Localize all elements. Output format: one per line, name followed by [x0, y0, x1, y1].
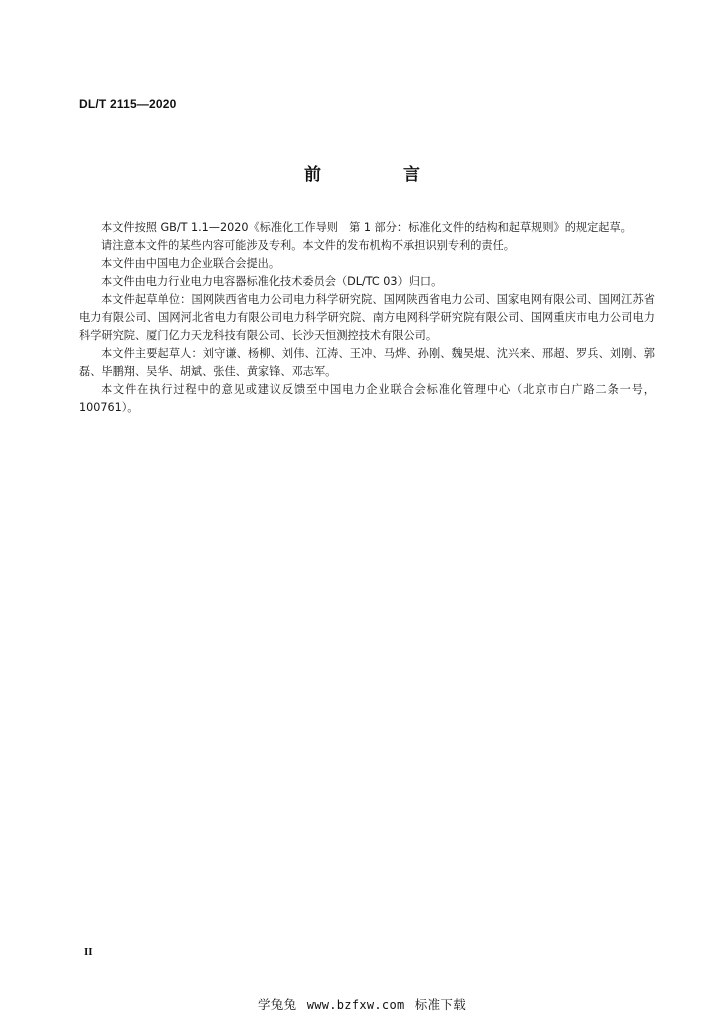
- foreword-body: [79, 219, 655, 417]
- section-title: 前 言: [304, 165, 458, 185]
- paragraph-drafters: 本文件主要起草人：刘守谦、杨柳、刘伟、江涛、王冲、马烨、孙刚、魏昊焜、沈兴来、邢超、罗兵、刘刚、郭磊、毕鹏翔、吴华、胡斌、张佳、黄家锋、邓志军。: [79, 347, 655, 378]
- paragraph-patent-notice: 请注意本文件的某些内容可能涉及专利。本文件的发布机构不承担识别专利的责任。: [101, 239, 515, 252]
- paragraph-committee: 本文件由电力行业电力电容器标准化技术委员会（DL/TC 03）归口。: [101, 275, 443, 288]
- paragraph-proposer: 本文件由中国电力企业联合会提出。: [101, 257, 281, 270]
- download-watermark: [0, 995, 724, 1013]
- paragraph-feedback: 本文件在执行过程中的意见或建议反馈至中国电力企业联合会标准化管理中心（北京市白广路二条一号，100761）。: [79, 383, 655, 414]
- watermark-site-link[interactable]: www.bzfxw.com: [306, 998, 405, 1012]
- paragraph-drafting-units: 本文件起草单位：国网陕西省电力公司电力科学研究院、国网陕西省电力公司、国家电网有限公司、国网江苏省电力有限公司、国网河北省电力有限公司电力科学研究院、南方电网科学研究院有限公司、国网重庆市电力公司电力科学研究院、厦门亿力天龙科技有限公司、长沙天恒测控技术有限公司。: [79, 293, 655, 342]
- watermark-brand: 学兔兔: [258, 997, 297, 1012]
- paragraph-drafting-rules: 本文件按照 GB/T 1.1—2020《标准化工作导则 第 1 部分：标准化文件的结构和起草规则》的规定起草。: [101, 221, 632, 234]
- document-code: DL/T 2115—2020: [79, 97, 177, 111]
- page-number: II: [84, 946, 93, 958]
- watermark-label: 标准下载: [414, 997, 466, 1012]
